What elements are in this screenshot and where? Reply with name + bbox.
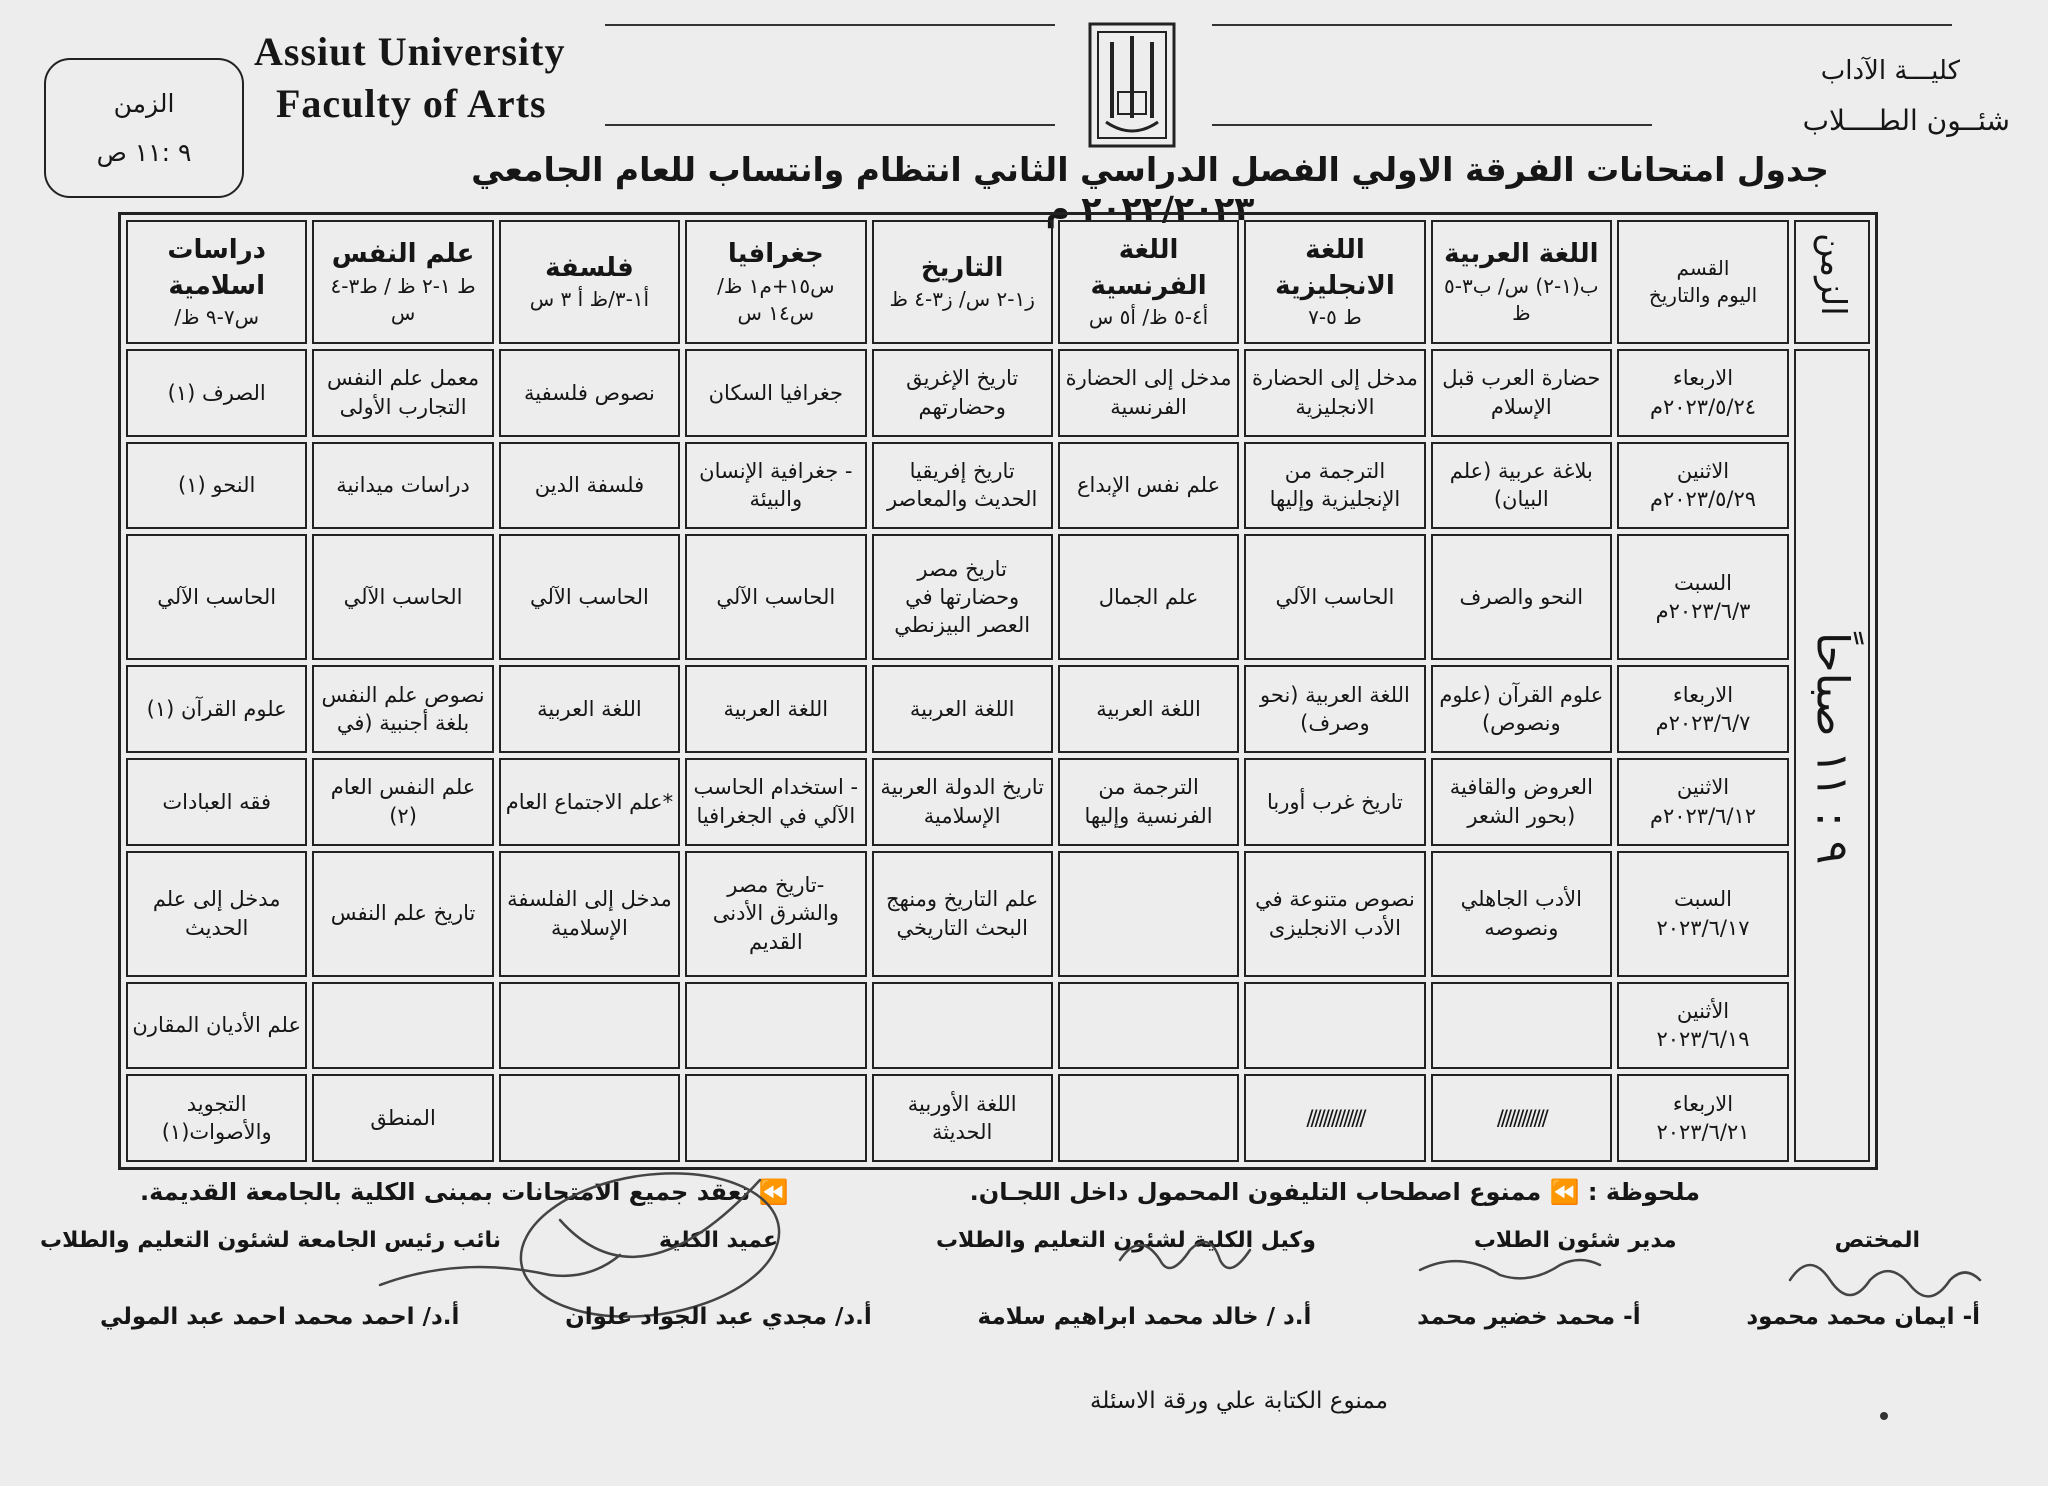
exam-cell bbox=[1058, 851, 1239, 977]
exam-cell bbox=[872, 982, 1053, 1070]
exam-cell: الترجمة من الفرنسية وإليها bbox=[1058, 758, 1239, 846]
table-row bbox=[126, 1074, 1870, 1162]
exam-cell: حضارة العرب قبل الإسلام bbox=[1431, 349, 1612, 437]
signature-name: أ.د/ مجدي عبد الجواد علوان bbox=[565, 1304, 872, 1330]
faculty-name-en: Faculty of Arts bbox=[276, 81, 547, 126]
column-header: دراسات اسلامية س٧-٩ ظ/ bbox=[126, 220, 307, 344]
exam-cell: الحاسب الآلي bbox=[1244, 534, 1425, 660]
exam-cell bbox=[499, 1074, 680, 1162]
column-header: اللغة الانجليزية ط ٥-٧ bbox=[1244, 220, 1425, 344]
note-location: ⏪ تعقد جميع الامتحانات بمبنى الكلية بالجامعة القديمة. bbox=[140, 1178, 789, 1206]
exam-cell: علم التاريخ ومنهج البحث التاريخي bbox=[872, 851, 1053, 977]
table-header-row bbox=[126, 220, 1870, 344]
exam-cell bbox=[312, 982, 493, 1070]
signature-title: المختص bbox=[1834, 1228, 1920, 1253]
university-logo-icon bbox=[1088, 22, 1176, 148]
exam-cell: الحاسب الآلي bbox=[685, 534, 866, 660]
date-cell: الاثنين ٢٠٢٣/٥/٢٩م bbox=[1617, 442, 1789, 530]
date-cell: الاربعاء ٢٠٢٣/٦/٧م bbox=[1617, 665, 1789, 753]
exam-cell: تاريخ مصر وحضارتها في العصر البيزنطي bbox=[872, 534, 1053, 660]
exam-cell: المنطق bbox=[312, 1074, 493, 1162]
exam-cell: مدخل إلى الفلسفة الإسلامية bbox=[499, 851, 680, 977]
exam-cell: تاريخ علم النفس bbox=[312, 851, 493, 977]
exam-cell: جغرافيا السكان bbox=[685, 349, 866, 437]
exam-cell: فقه العبادات bbox=[126, 758, 307, 846]
exam-cell: علم نفس الإبداع bbox=[1058, 442, 1239, 530]
table-row bbox=[126, 665, 1870, 753]
exam-cell: تاريخ الدولة العربية الإسلامية bbox=[872, 758, 1053, 846]
time-value: ٩ :١١ ص bbox=[96, 138, 192, 167]
column-header: علم النفس ط ١-٢ ظ / ط٣-٤ س bbox=[312, 220, 493, 344]
exam-cell bbox=[1058, 1074, 1239, 1162]
exam-cell: اللغة العربية bbox=[872, 665, 1053, 753]
column-header: اللغة العربية ب(١-٢) س/ ب٣-٥ ظ bbox=[1431, 220, 1612, 344]
exam-cell: علم النفس العام (٢) bbox=[312, 758, 493, 846]
signature-names bbox=[100, 1304, 1980, 1330]
page-title: جدول امتحانات الفرقة الاولي الفصل الدراسي الثاني انتظام وانتساب للعام الجامعي ٢٠٢٢/٢٠٢٣ م bbox=[471, 150, 1829, 228]
date-cell: السبت ٢٠٢٣/٦/١٧ bbox=[1617, 851, 1789, 977]
exam-cell: - استخدام الحاسب الآلي في الجغرافيا bbox=[685, 758, 866, 846]
table-row bbox=[126, 851, 1870, 977]
exam-cell: دراسات ميدانية bbox=[312, 442, 493, 530]
exam-cell: فلسفة الدين bbox=[499, 442, 680, 530]
exam-time-cell: ٩ : ١١ صباحاً bbox=[1794, 349, 1870, 1162]
date-cell: السبت ٢٠٢٣/٦/٣م bbox=[1617, 534, 1789, 660]
exam-cell: - جغرافية الإنسان والبيئة bbox=[685, 442, 866, 530]
exam-cell: مدخل إلى علم الحديث bbox=[126, 851, 307, 977]
university-name-en: Assiut University bbox=[254, 29, 566, 74]
exam-cell: بلاغة عربية (علم البيان) bbox=[1431, 442, 1612, 530]
exam-cell: نصوص فلسفية bbox=[499, 349, 680, 437]
exam-cell bbox=[685, 982, 866, 1070]
date-cell: الاثنين ٢٠٢٣/٦/١٢م bbox=[1617, 758, 1789, 846]
exam-cell: اللغة العربية bbox=[499, 665, 680, 753]
exam-cell: //////////// bbox=[1431, 1074, 1612, 1162]
exam-cell: العروض والقافية (بحور الشعر bbox=[1431, 758, 1612, 846]
exam-cell bbox=[1058, 982, 1239, 1070]
table-row bbox=[126, 758, 1870, 846]
exam-cell: اللغة العربية bbox=[685, 665, 866, 753]
exam-cell: علوم القرآن (علوم ونصوص) bbox=[1431, 665, 1612, 753]
exam-cell: *علم الاجتماع العام bbox=[499, 758, 680, 846]
exam-cell: نصوص علم النفس بلغة أجنبية (في bbox=[312, 665, 493, 753]
signature-title: نائب رئيس الجامعة لشئون التعليم والطلاب bbox=[40, 1228, 502, 1253]
time-label: الزمن bbox=[113, 89, 175, 118]
exam-cell: الأدب الجاهلي ونصوصه bbox=[1431, 851, 1612, 977]
exam-cell: الحاسب الآلي bbox=[499, 534, 680, 660]
dot-mark bbox=[1880, 1412, 1888, 1420]
column-header: جغرافيا س١٥+م١ ظ/ س١٤ س bbox=[685, 220, 866, 344]
column-header: اللغة الفرنسية أ٤-٥ ظ/ أ٥ س bbox=[1058, 220, 1239, 344]
exam-cell: اللغة العربية (نحو وصرف) bbox=[1244, 665, 1425, 753]
signature-name: أ.د/ احمد محمد احمد عبد المولي bbox=[100, 1304, 460, 1330]
time-column-header: الزمن bbox=[1794, 220, 1870, 344]
exam-cell: مدخل إلى الحضارة الانجليزية bbox=[1244, 349, 1425, 437]
exam-cell: التجويد والأصوات(١) bbox=[126, 1074, 307, 1162]
exam-cell: النحو (١) bbox=[126, 442, 307, 530]
exam-cell: علوم القرآن (١) bbox=[126, 665, 307, 753]
exam-cell: -تاريخ مصر والشرق الأدنى القديم bbox=[685, 851, 866, 977]
exam-schedule-table bbox=[118, 212, 1878, 1170]
exam-cell: معمل علم النفس التجارب الأولى bbox=[312, 349, 493, 437]
exam-cell: علم الجمال bbox=[1058, 534, 1239, 660]
note-phone: ملحوظة : ⏪ ممنوع اصطحاب التليفون المحمول داخل اللجـان. bbox=[969, 1178, 1700, 1206]
exam-cell: تاريخ إفريقيا الحديث والمعاصر bbox=[872, 442, 1053, 530]
footer-note: ممنوع الكتابة علي ورقة الاسئلة bbox=[1090, 1388, 1388, 1414]
date-cell: الاربعاء ٢٠٢٣/٥/٢٤م bbox=[1617, 349, 1789, 437]
exam-cell: اللغة العربية bbox=[1058, 665, 1239, 753]
exam-cell: مدخل إلى الحضارة الفرنسية bbox=[1058, 349, 1239, 437]
signature-title: عميد الكلية bbox=[658, 1228, 778, 1253]
exam-cell: الحاسب الآلي bbox=[312, 534, 493, 660]
exam-cell: الصرف (١) bbox=[126, 349, 307, 437]
table-row bbox=[126, 534, 1870, 660]
exam-cell: علم الأديان المقارن bbox=[126, 982, 307, 1070]
exam-cell: اللغة الأوربية الحديثة bbox=[872, 1074, 1053, 1162]
table-row bbox=[126, 982, 1870, 1070]
signature-name: أ- محمد خضير محمد bbox=[1417, 1304, 1641, 1330]
column-header: التاريخ ز١-٢ س/ ز٣-٤ ظ bbox=[872, 220, 1053, 344]
exam-cell: ////////////// bbox=[1244, 1074, 1425, 1162]
exam-cell: تاريخ غرب أوربا bbox=[1244, 758, 1425, 846]
exam-cell: الترجمة من الإنجليزية وإليها bbox=[1244, 442, 1425, 530]
exam-cell: الحاسب الآلي bbox=[126, 534, 307, 660]
exam-cell bbox=[499, 982, 680, 1070]
table-row bbox=[126, 442, 1870, 530]
faculty-name-ar: كليـــة الآداب bbox=[1820, 56, 1960, 86]
exam-cell: نصوص متنوعة في الأدب الانجليزى bbox=[1244, 851, 1425, 977]
signature-title: مدير شئون الطلاب bbox=[1473, 1228, 1677, 1253]
column-header: فلسفة أ١-٣/ظ أ ٣ س bbox=[499, 220, 680, 344]
exam-cell: تاريخ الإغريق وحضارتهم bbox=[872, 349, 1053, 437]
exam-cell bbox=[685, 1074, 866, 1162]
exam-cell bbox=[1431, 982, 1612, 1070]
date-cell: الأثنين ٢٠٢٣/٦/١٩ bbox=[1617, 982, 1789, 1070]
exam-cell: النحو والصرف bbox=[1431, 534, 1612, 660]
signature-title: وكيل الكلية لشئون التعليم والطلاب bbox=[935, 1228, 1316, 1253]
department-name-ar: شئــون الطــــلاب bbox=[1802, 104, 2010, 137]
date-cell: الاربعاء ٢٠٢٣/٦/٢١ bbox=[1617, 1074, 1789, 1162]
exam-cell bbox=[1244, 982, 1425, 1070]
signature-name: أ- ايمان محمد محمود bbox=[1746, 1304, 1980, 1330]
signature-name: أ.د / خالد محمد ابراهيم سلامة bbox=[977, 1304, 1312, 1330]
time-box bbox=[44, 58, 244, 198]
table-row bbox=[126, 349, 1870, 437]
corner-header: القسم اليوم والتاريخ bbox=[1617, 220, 1789, 344]
